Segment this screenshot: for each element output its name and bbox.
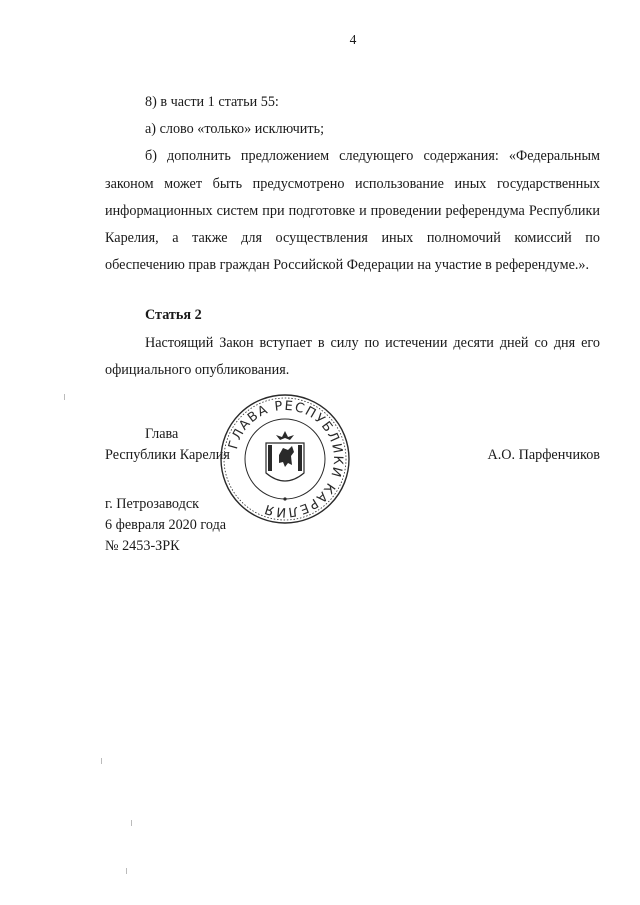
signatory-name: А.О. Парфенчиков [487,447,600,463]
scan-artifact [126,868,127,874]
scan-artifact [64,394,65,400]
signature-title-line2: Республики Карелия [105,447,230,463]
scan-artifact [101,758,102,764]
place-date-block [105,494,226,557]
signature-block [105,424,600,466]
paragraph-subitem-a: а) слово «только» исключить; [145,121,325,138]
article-text: Настоящий Закон вступает в силу по истечении десяти дней со дня его официального опубликования. [105,334,600,378]
official-seal-icon [219,393,351,525]
scan-artifact [131,820,132,826]
document-body [105,89,600,384]
law-number: № 2453-ЗРК [105,538,180,554]
article-heading: Статья 2 [145,307,202,324]
signature-title-line1: Глава [145,426,179,442]
place-city: г. Петрозаводск [105,496,200,512]
paragraph-subitem-b: б) дополнить предложением следующего содержания: «Федеральным законом может быть предусмотрено использование иных государственных информационных систем при подготовке и проведении референдума Республики Карелия, а также для осуществления иных полномочий комиссий по обеспечению прав граждан Российской Федерации на участие в референдуме.». [105,148,600,274]
svg-text:ГЛАВА РЕСПУБЛИКИ КАРЕЛИЯ: ГЛАВА РЕСПУБЛИКИ КАРЕЛИЯ [226,398,346,520]
page-number: 4 [349,32,357,47]
law-date: 6 февраля 2020 года [105,517,227,533]
paragraph-item-8: 8) в части 1 статьи 55: [145,94,279,110]
